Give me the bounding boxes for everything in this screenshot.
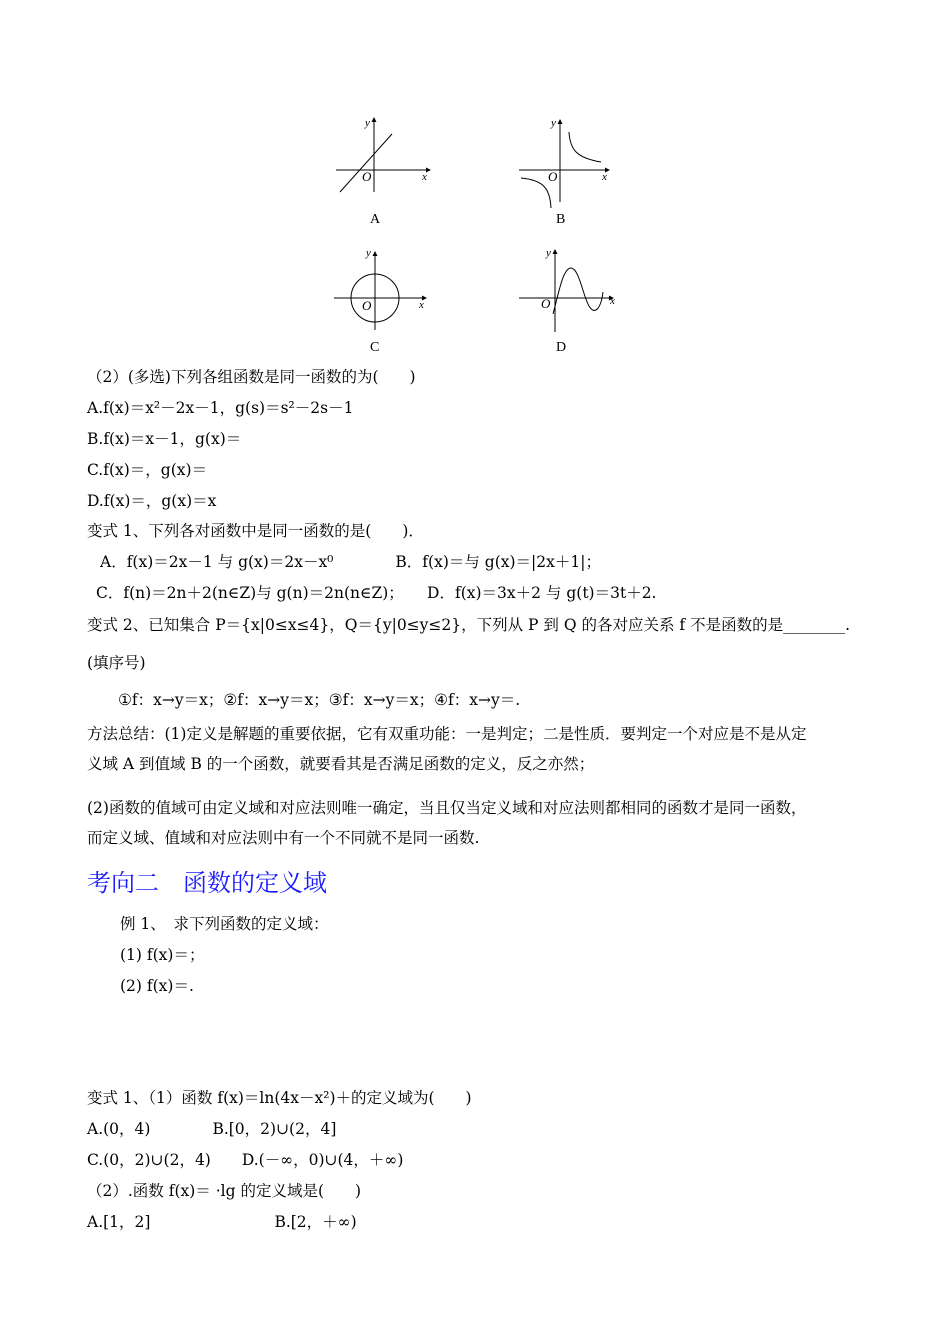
origin-label: O — [541, 296, 551, 311]
variant-1b-question-2: （2）.函数 f(x)＝ ·lg 的定义域是( ) — [87, 1182, 362, 1200]
variant-1b-options-ab: A.(0，4) B.[0，2)∪(2，4] — [87, 1120, 337, 1138]
variant-1b-title: 变式 1、（1）函数 f(x)＝ln(4x－x²)＋的定义域为( ) — [87, 1089, 472, 1107]
question-2-option-c: C.f(x)＝，g(x)＝ — [87, 461, 208, 479]
x-label: x — [610, 295, 615, 307]
hyperbola-branch-right — [569, 132, 601, 162]
variant-2-line-2: (填序号) — [87, 654, 146, 672]
origin-label: O — [362, 169, 372, 184]
graph-b-label: B — [556, 212, 566, 227]
y-label: y — [551, 117, 556, 129]
variant-1b-options-cd: C.(0，2)∪(2，4) D.(－∞，0)∪(4，＋∞) — [87, 1151, 404, 1169]
example-1-item-2: (2) f(x)＝. — [120, 977, 194, 995]
variant-2-line-1: 变式 2、已知集合 P＝{x|0≤x≤4}，Q＝{y|0≤y≤2}，下列从 P 到 Q 的各对应关系 f 不是函数的是________. — [87, 616, 850, 634]
graph-c — [330, 242, 430, 331]
graph-b — [515, 112, 615, 196]
graph-c-label: C — [370, 340, 380, 355]
variant-1b-question-2-options: A.[1，2] B.[2，＋∞) — [87, 1213, 357, 1231]
example-1-item-1: (1) f(x)＝； — [120, 946, 205, 964]
method-summary-line-4: 而定义域、值域和对应法则中有一个不同就不是同一函数. — [87, 829, 480, 847]
example-1-title: 例 1、 求下列函数的定义域： — [120, 915, 329, 933]
y-axis-arrow — [372, 117, 377, 122]
question-2-title: （2）(多选)下列各组函数是同一函数的为( ) — [87, 368, 416, 386]
section-2-heading: 考向二 函数的定义域 — [87, 869, 327, 897]
y-axis-arrow — [373, 251, 378, 256]
graph-a-plot — [330, 112, 430, 192]
graph-d-plot — [515, 242, 620, 327]
wave-curve — [553, 268, 603, 314]
question-2-option-a: A.f(x)＝x²－2x－1，g(s)＝s²－2s－1 — [87, 399, 354, 417]
method-summary-line-2: 义域 A 到值域 B 的一个函数，就要看其是否满足函数的定义，反之亦然； — [87, 755, 595, 773]
hyperbola-branch-left — [521, 178, 551, 208]
method-summary-line-1: 方法总结：(1)定义是解题的重要依据，它有双重功能：一是判定；二是性质．要判定一个对应是不是从定 — [87, 725, 807, 743]
y-label: y — [546, 247, 551, 259]
x-label: x — [602, 171, 607, 183]
variant-1-title: 变式 1、下列各对函数中是同一函数的是( )． — [87, 522, 424, 540]
variant-2-line-3: ①f：x→y＝x；②f：x→y＝x；③f：x→y＝x；④f：x→y＝. — [118, 691, 521, 709]
method-summary-line-3: (2)函数的值域可由定义域和对应法则唯一确定，当且仅当定义域和对应法则都相同的函数才是同一函数， — [87, 799, 807, 817]
graph-d-label: D — [556, 340, 567, 355]
x-label: x — [419, 299, 424, 311]
question-2-option-d: D.f(x)＝，g(x)＝x — [87, 492, 217, 510]
graph-c-plot — [330, 242, 430, 327]
x-label: x — [422, 171, 427, 183]
variant-1-options-cd: C．f(n)＝2n＋2(n∈Z)与 g(n)＝2n(n∈Z)； D．f(x)＝3x＋2 与 g(t)＝3t＋2. — [96, 584, 657, 602]
graph-a-label: A — [370, 212, 381, 227]
origin-label: O — [548, 169, 558, 184]
y-label: y — [365, 117, 370, 129]
question-2-option-b: B.f(x)＝x－1，g(x)＝ — [87, 430, 242, 448]
graph-d — [515, 242, 620, 331]
graph-a — [330, 112, 430, 196]
origin-label: O — [362, 298, 372, 313]
y-axis-arrow — [558, 119, 563, 124]
variant-1-options-ab: A．f(x)＝2x－1 与 g(x)＝2x－x⁰ B．f(x)＝与 g(x)＝|2x＋1|； — [100, 553, 601, 571]
y-label: y — [366, 247, 371, 259]
graph-b-plot — [515, 112, 615, 192]
y-axis-arrow — [553, 249, 558, 254]
